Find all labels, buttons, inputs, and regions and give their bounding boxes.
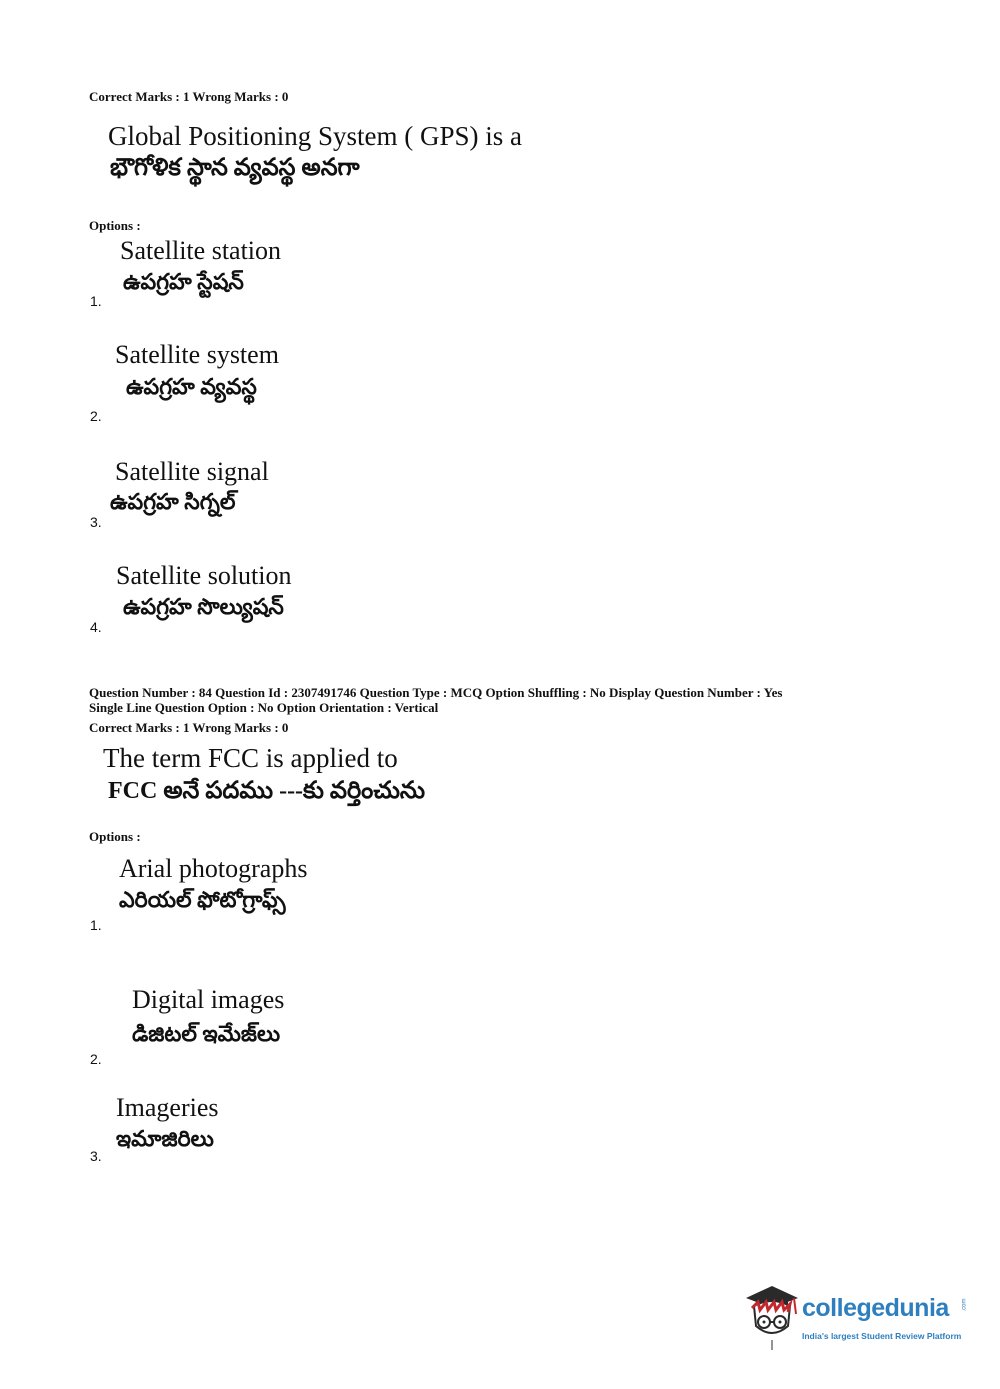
q83-marks-line: Correct Marks : 1 Wrong Marks : 0 [89,89,289,104]
q83-question-en: Global Positioning System ( GPS) is a [108,121,523,151]
collegedunia-logo [742,1282,972,1352]
q83-question-te: భౌగోళిక స్థాన వ్యవస్థ అనగా [110,155,360,181]
option-text-te: ఉపగ్రహ స్టేషన్ [123,269,244,294]
mascot-icon [742,1282,802,1352]
option-text-en: Satellite system [115,340,279,369]
option-text-te: ఉపగ్రహ సిగ్నల్ [110,489,236,514]
option-text-en: Arial photographs [119,854,308,883]
option-number: 1. [90,293,102,309]
option-text-en: Imageries [116,1093,219,1122]
q84-marks-line: Correct Marks : 1 Wrong Marks : 0 [89,720,289,735]
option-text-te: ఉపగ్రహ వ్యవస్థ [126,374,257,399]
logo-tagline: India's largest Student Review Platform [802,1331,962,1341]
q84-options-label: Options : [89,829,141,844]
option-text-en: Satellite signal [115,457,269,486]
logo-suffix: .com [961,1298,968,1312]
option-number: 2. [90,1051,102,1067]
q83-options-label: Options : [89,218,141,233]
option-number: 1. [90,917,102,933]
option-text-te: ఇమాజిరిలు [116,1126,214,1151]
q84-info-line-2: Single Line Question Option : No Option Orientation : Vertical [89,700,439,715]
option-text-en: Satellite station [120,236,282,265]
option-number: 3. [90,514,102,530]
option-number: 3. [90,1148,102,1164]
option-text-en: Satellite solution [116,561,292,590]
option-text-te: ఎరియల్ ఫోటోగ్రాఫ్స్ [119,887,286,912]
option-number: 2. [90,408,102,424]
option-text-en: Digital images [132,985,285,1014]
option-text-te: ఉపగ్రహ సొల్యుషన్ [123,594,284,619]
option-number: 4. [90,619,102,635]
q84-question-te: FCC అనే పదము ---కు వర్తించును [108,778,426,804]
q84-info-line-1: Question Number : 84 Question Id : 2307491746 Question Type : MCQ Option Shuffling : No Display Question Number : Yes [89,685,783,700]
logo-wordmark: collegedunia [802,1294,949,1322]
q84-question-en: The term FCC is applied to [103,743,398,773]
option-text-te: డిజిటల్ ఇమేజ్‌లు [132,1021,281,1046]
